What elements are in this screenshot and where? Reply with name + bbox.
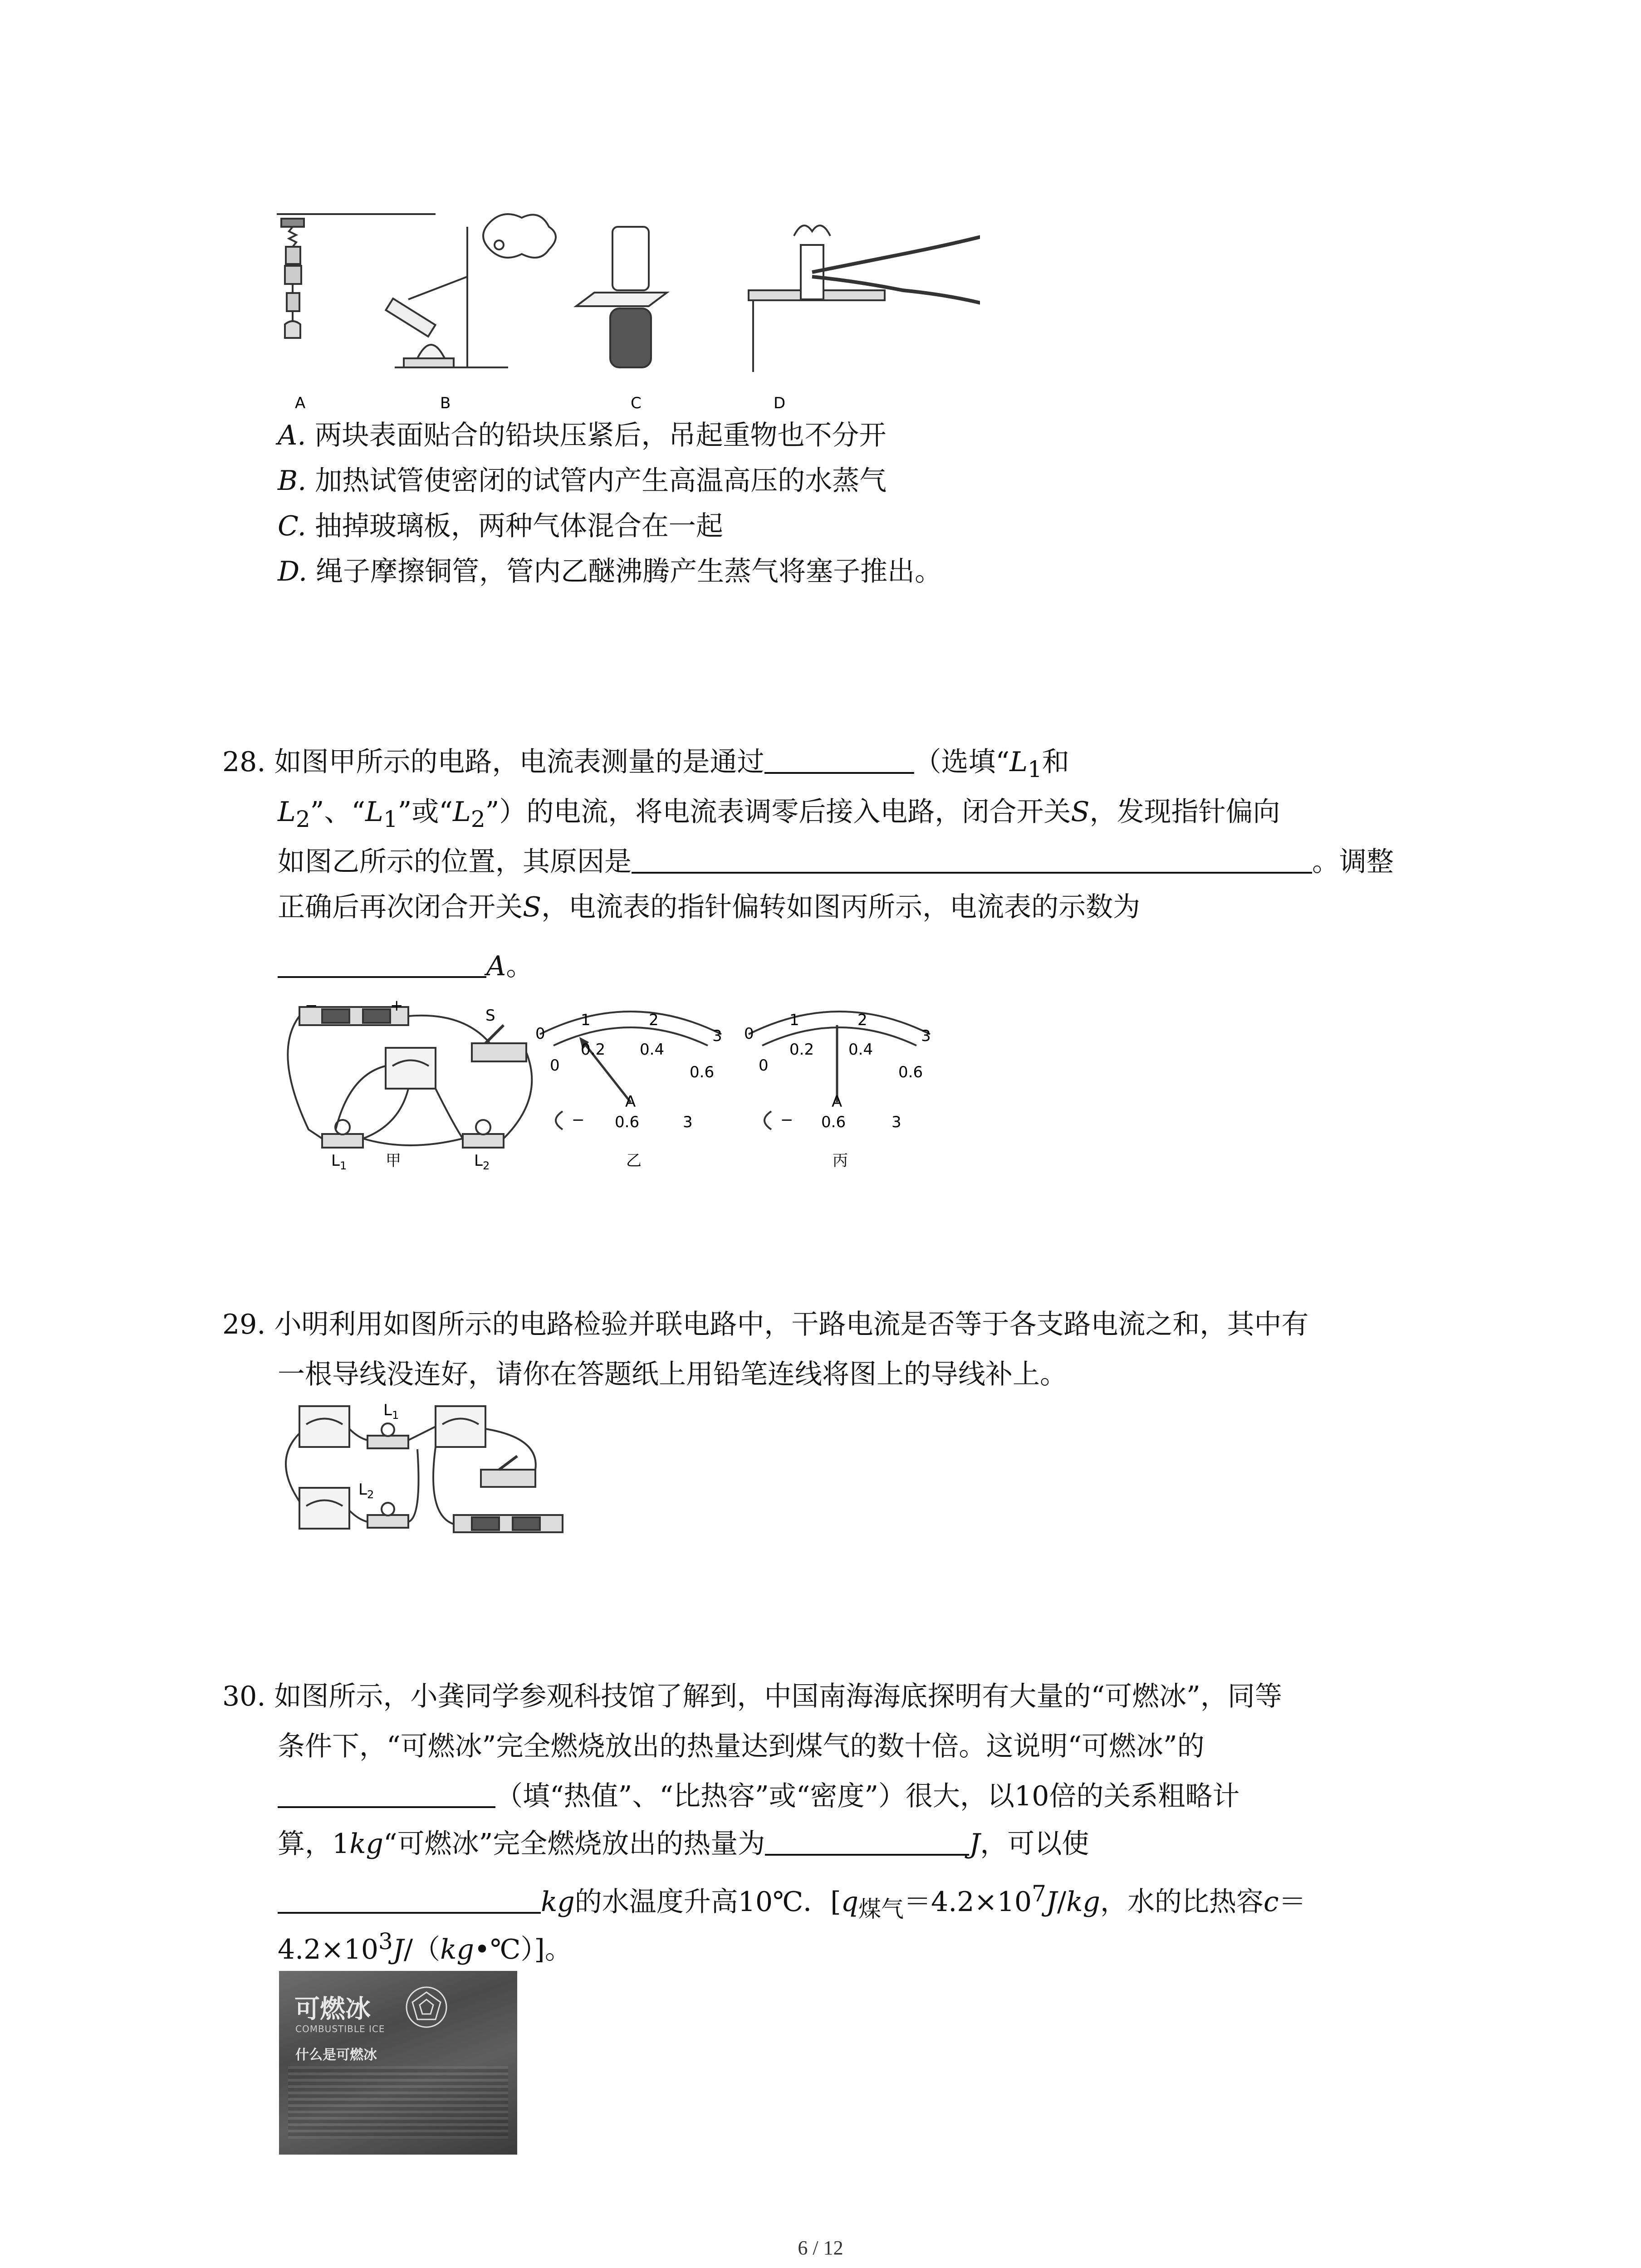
photo-title: 可燃冰 (294, 1994, 371, 2024)
bulb-l1-label: $L_1$ (331, 1152, 347, 1170)
fig-label-a: A (295, 394, 306, 412)
q28-line-1: 28. 如图甲所示的电路，电流表测量的是通过 （选填“$L_1$和 (222, 744, 1069, 787)
photo-heading: 什么是可燃冰 (295, 2047, 377, 2063)
svg-text:2: 2 (857, 1011, 867, 1029)
q30-line-1: 30. 如图所示，小龚同学参观科技馆了解到，中国南海海底探明有大量的“可燃冰”，同等 (222, 1678, 1282, 1715)
q29-l2-label: $L_2$ (358, 1481, 374, 1501)
q29-l1-label: $L_1$ (383, 1401, 399, 1422)
fig-label-bing: 丙 (833, 1152, 848, 1170)
svg-text:0.6: 0.6 (821, 1113, 846, 1131)
q30-line-2: 条件下，“可燃冰”完全燃烧放出的热量达到煤气的数十倍。这说明“可燃冰”的 (278, 1730, 1205, 1762)
fig-label-b: B (440, 394, 451, 412)
q27-figure (272, 209, 980, 422)
q30-line-5: kg的水温度升高10℃．[$q_{煤气}=4.2\times 10^7J/kg$，水的比热容c＝ (278, 1876, 1306, 1927)
q29-number: 29. (222, 1309, 266, 1340)
svg-text:0.4: 0.4 (640, 1041, 665, 1059)
fig-label-c: C (631, 394, 642, 412)
q30-line-6: $4.2\times 10^3J/(kg•℃)$]。 (278, 1928, 572, 1965)
bulb-l2-label: $L_2$ (474, 1152, 490, 1170)
svg-text:2: 2 (649, 1011, 659, 1029)
fig-label-d: D (774, 394, 786, 412)
q28-line-5: A。 (278, 948, 533, 984)
q30-blank-1 (278, 1780, 495, 1808)
svg-text:0: 0 (535, 1025, 545, 1043)
q28-blank-1 (764, 746, 914, 774)
q30-number: 30. (222, 1681, 266, 1712)
q28-blank-2 (632, 846, 1312, 874)
svg-text:0: 0 (744, 1025, 754, 1043)
fig-label-jia: 甲 (386, 1152, 401, 1170)
q28-line-2: $L_2$”、“$L_1$”或“$L_2$”）的电流，将电流表调零后接入电路，闭合开关S，发现指针偏向 (278, 796, 1280, 832)
svg-text:−: − (572, 1111, 585, 1129)
svg-text:0.6: 0.6 (690, 1063, 715, 1081)
switch-label: S (485, 1007, 495, 1025)
photo-text-area (288, 2066, 508, 2139)
combustible-ice-photo (279, 1971, 517, 2155)
svg-text:0.2: 0.2 (789, 1041, 814, 1059)
q28-number: 28. (222, 746, 266, 778)
svg-text:3: 3 (683, 1113, 693, 1131)
svg-text:0.2: 0.2 (581, 1041, 606, 1059)
photo-subtitle: COMBUSTIBLE ICE (295, 2024, 385, 2034)
svg-text:0: 0 (759, 1056, 769, 1075)
q30-line-3: （填“热值”、“比热容”或“密度”）很大，以10倍的关系粗略计 (278, 1778, 1239, 1814)
q27-option-b: B. 加热试管使密闭的试管内产生高温高压的水蒸气 (278, 465, 887, 497)
q28-line-4: 正确后再次闭合开关S，电流表的指针偏转如图丙所示，电流表的示数为 (278, 891, 1141, 923)
ice-logo-icon (402, 1982, 451, 2032)
svg-text:0.6: 0.6 (898, 1063, 923, 1081)
q30-blank-3 (278, 1886, 541, 1914)
q30-line-4: 算，1kg“可燃冰”完全燃烧放出的热量为 J，可以使 (278, 1828, 1089, 1860)
svg-text:A: A (625, 1093, 636, 1111)
q29-line-2: 一根导线没连好，请你在答题纸上用铅笔连线将图上的导线补上。 (278, 1359, 1067, 1390)
svg-text:−: − (305, 998, 318, 1015)
svg-text:1: 1 (789, 1011, 799, 1029)
q27-option-a: A. 两块表面贴合的铅块压紧后，吊起重物也不分开 (278, 420, 887, 451)
q29-line-1: 29. 小明利用如图所示的电路检验并联电路中，干路电流是否等于各支路电流之和，其中有 (222, 1306, 1309, 1343)
q28-line-3: 如图乙所示的位置，其原因是 。调整 (278, 846, 1394, 878)
q28-blank-3 (278, 950, 486, 978)
svg-text:0.6: 0.6 (615, 1113, 640, 1131)
svg-text:0.4: 0.4 (848, 1041, 873, 1059)
svg-text:A: A (832, 1093, 843, 1111)
q30-blank-2 (765, 1828, 969, 1856)
q27-option-d: D. 绳子摩擦铜管，管内乙醚沸腾产生蒸气将塞子推出。 (278, 556, 942, 587)
svg-text:+: + (390, 998, 403, 1015)
page-number: 6 / 12 (798, 2237, 843, 2259)
svg-text:3: 3 (712, 1027, 722, 1045)
svg-text:3: 3 (892, 1113, 901, 1131)
svg-text:0: 0 (550, 1056, 560, 1075)
svg-text:−: − (780, 1111, 794, 1129)
q28-figure (272, 998, 957, 1170)
svg-text:1: 1 (581, 1011, 591, 1029)
svg-text:3: 3 (921, 1027, 931, 1045)
fig-label-yi: 乙 (626, 1152, 642, 1170)
q29-figure (272, 1397, 581, 1547)
q27-option-c: C. 抽掉玻璃板，两种气体混合在一起 (278, 510, 723, 542)
